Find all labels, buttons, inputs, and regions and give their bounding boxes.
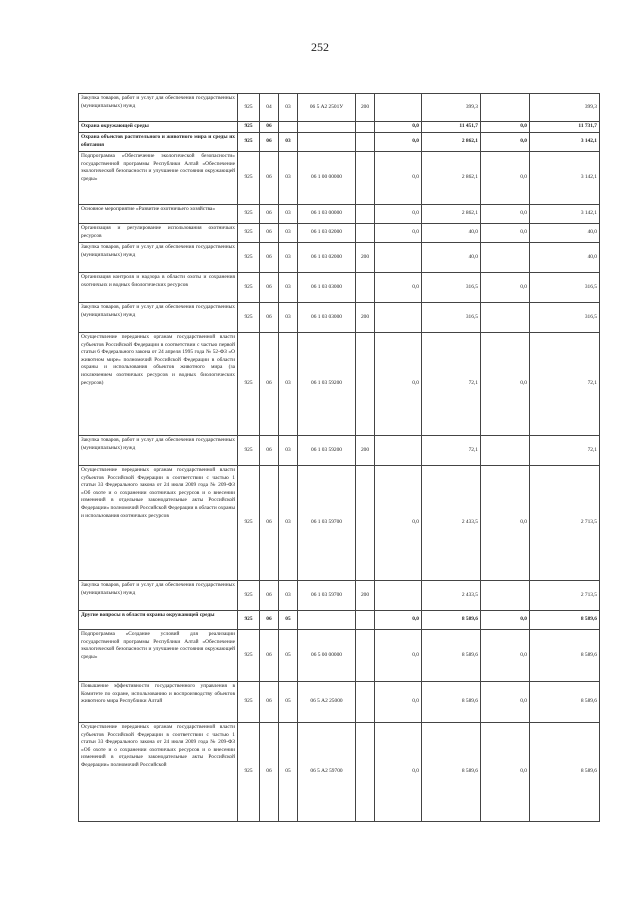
amount-cell-1: 0,0 bbox=[375, 224, 422, 243]
subsection-code-cell: 03 bbox=[279, 466, 298, 581]
section-code-cell: 06 bbox=[260, 581, 279, 611]
amount-cell-2: 72,1 bbox=[422, 333, 481, 436]
amount-cell-3: 0,0 bbox=[481, 611, 530, 630]
subsection-code-cell: 05 bbox=[279, 723, 298, 822]
target-article-cell: 06 1 03 03000 bbox=[298, 273, 356, 303]
grbs-code-cell: 925 bbox=[238, 581, 260, 611]
subsection-code-cell: 03 bbox=[279, 133, 298, 152]
subsection-code-cell: 03 bbox=[279, 243, 298, 273]
expense-type-cell bbox=[356, 133, 375, 152]
amount-cell-4: 8 589,6 bbox=[530, 630, 600, 682]
grbs-code-cell: 925 bbox=[238, 94, 260, 122]
section-code-cell: 06 bbox=[260, 152, 279, 205]
subsection-code-cell: 03 bbox=[279, 436, 298, 466]
amount-cell-1: 0,0 bbox=[375, 205, 422, 224]
grbs-code-cell: 925 bbox=[238, 243, 260, 273]
amount-cell-2: 316,5 bbox=[422, 273, 481, 303]
amount-cell-4: 316,5 bbox=[530, 273, 600, 303]
target-article-cell: 06 1 03 02000 bbox=[298, 224, 356, 243]
amount-cell-2: 2 433,5 bbox=[422, 466, 481, 581]
table-row bbox=[79, 630, 600, 682]
row-name-cell: Повышение эффективности государственного управления в Комитете по охране, использованию и воспроизводству объектов животного мира Республики Алтай bbox=[79, 682, 238, 723]
row-name-cell: Подпрограмма «Создание условий для реализации государственной программы Республики Алтай «Обеспечение экологической безопасности и улучшение состояния окружающей среды» bbox=[79, 630, 238, 682]
expense-type-cell: 200 bbox=[356, 303, 375, 333]
target-article-cell: 06 1 03 03000 bbox=[298, 303, 356, 333]
amount-cell-2: 72,1 bbox=[422, 436, 481, 466]
amount-cell-2: 8 589,6 bbox=[422, 682, 481, 723]
amount-cell-2: 2 433,5 bbox=[422, 581, 481, 611]
target-article-cell: 06 1 03 59700 bbox=[298, 466, 356, 581]
table-row bbox=[79, 243, 600, 273]
row-name-cell: Осуществление переданных органам государственной власти субъектов Российской Федерации в соответствии с частью 1 статьи 33 Федерального закона от 24 июля 2009 года № 209-ФЗ «Об охоте и о сохранении охотничьих ресурсов и о внесении изменений в отдельные законодательные акты Российской Федерации» полномочий Российской bbox=[79, 723, 238, 822]
amount-cell-4: 3 142,1 bbox=[530, 152, 600, 205]
section-code-cell: 06 bbox=[260, 723, 279, 822]
amount-cell-3: 0,0 bbox=[481, 224, 530, 243]
amount-cell-1: 0,0 bbox=[375, 466, 422, 581]
expense-type-cell bbox=[356, 273, 375, 303]
target-article-cell bbox=[298, 133, 356, 152]
amount-cell-1: 0,0 bbox=[375, 333, 422, 436]
amount-cell-2: 8 589,6 bbox=[422, 723, 481, 822]
expense-type-cell bbox=[356, 205, 375, 224]
amount-cell-3: 0,0 bbox=[481, 133, 530, 152]
amount-cell-3: 0,0 bbox=[481, 333, 530, 436]
amount-cell-3 bbox=[481, 436, 530, 466]
row-name-cell: Охрана окружающей среды bbox=[79, 122, 238, 133]
table-row bbox=[79, 94, 600, 122]
subsection-code-cell: 05 bbox=[279, 611, 298, 630]
row-name-cell: Закупка товаров, работ и услуг для обеспечения государственных (муниципальных) нужд bbox=[79, 581, 238, 611]
target-article-cell: 06 1 03 59200 bbox=[298, 333, 356, 436]
amount-cell-1 bbox=[375, 436, 422, 466]
table-row bbox=[79, 122, 600, 133]
subsection-code-cell: 03 bbox=[279, 152, 298, 205]
target-article-cell: 06 1 03 00000 bbox=[298, 205, 356, 224]
expense-type-cell bbox=[356, 723, 375, 822]
section-code-cell: 06 bbox=[260, 611, 279, 630]
subsection-code-cell: 03 bbox=[279, 224, 298, 243]
amount-cell-2: 399,3 bbox=[422, 94, 481, 122]
row-name-cell: Организация и регулирование использования охотничьих ресурсов bbox=[79, 224, 238, 243]
amount-cell-3: 0,0 bbox=[481, 630, 530, 682]
amount-cell-2: 2 862,1 bbox=[422, 133, 481, 152]
target-article-cell: 06 5 А2 2501У bbox=[298, 94, 356, 122]
expense-type-cell bbox=[356, 333, 375, 436]
target-article-cell: 06 5 00 00000 bbox=[298, 630, 356, 682]
target-article-cell bbox=[298, 122, 356, 133]
amount-cell-4: 11 731,7 bbox=[530, 122, 600, 133]
row-name-cell: Закупка товаров, работ и услуг для обеспечения государственных (муниципальных) нужд bbox=[79, 436, 238, 466]
subsection-code-cell: 03 bbox=[279, 94, 298, 122]
amount-cell-4: 40,0 bbox=[530, 224, 600, 243]
subsection-code-cell: 05 bbox=[279, 682, 298, 723]
row-name-cell: Организация контроля и надзора в области охоты и сохранения охотничьих и водных биологических ресурсов bbox=[79, 273, 238, 303]
amount-cell-3 bbox=[481, 94, 530, 122]
expense-type-cell: 200 bbox=[356, 243, 375, 273]
grbs-code-cell: 925 bbox=[238, 273, 260, 303]
table-row bbox=[79, 466, 600, 581]
table-row bbox=[79, 205, 600, 224]
subsection-code-cell: 03 bbox=[279, 333, 298, 436]
row-name-cell: Осуществление переданных органам государственной власти субъектов Российской Федерации в соответствии с частью первой статьи 6 Федерального закона от 24 апреля 1995 года № 52-ФЗ «О животном мире» полномочий Российской Федерации в области охраны и использования объектов животного мира (за исключением охотничьих ресурсов и водных биологических ресурсов) bbox=[79, 333, 238, 436]
subsection-code-cell bbox=[279, 122, 298, 133]
amount-cell-2: 2 862,1 bbox=[422, 205, 481, 224]
subsection-code-cell: 03 bbox=[279, 205, 298, 224]
expense-type-cell bbox=[356, 466, 375, 581]
table-row bbox=[79, 581, 600, 611]
amount-cell-3: 0,0 bbox=[481, 273, 530, 303]
section-code-cell: 06 bbox=[260, 224, 279, 243]
section-code-cell: 06 bbox=[260, 205, 279, 224]
amount-cell-3: 0,0 bbox=[481, 466, 530, 581]
page-number: 252 bbox=[311, 40, 329, 54]
expense-type-cell: 200 bbox=[356, 94, 375, 122]
grbs-code-cell: 925 bbox=[238, 630, 260, 682]
expense-type-cell: 200 bbox=[356, 436, 375, 466]
amount-cell-1: 0,0 bbox=[375, 630, 422, 682]
amount-cell-1: 0,0 bbox=[375, 723, 422, 822]
subsection-code-cell: 03 bbox=[279, 581, 298, 611]
section-code-cell: 06 bbox=[260, 303, 279, 333]
budget-table bbox=[78, 93, 600, 822]
grbs-code-cell: 925 bbox=[238, 224, 260, 243]
expense-type-cell bbox=[356, 122, 375, 133]
target-article-cell: 06 5 А2 59700 bbox=[298, 723, 356, 822]
grbs-code-cell: 925 bbox=[238, 436, 260, 466]
amount-cell-4: 8 589,6 bbox=[530, 611, 600, 630]
table-row bbox=[79, 273, 600, 303]
grbs-code-cell: 925 bbox=[238, 303, 260, 333]
amount-cell-1: 0,0 bbox=[375, 122, 422, 133]
amount-cell-1: 0,0 bbox=[375, 682, 422, 723]
amount-cell-1 bbox=[375, 243, 422, 273]
expense-type-cell bbox=[356, 224, 375, 243]
amount-cell-4: 72,1 bbox=[530, 436, 600, 466]
amount-cell-4: 8 589,6 bbox=[530, 723, 600, 822]
grbs-code-cell: 925 bbox=[238, 152, 260, 205]
section-code-cell: 06 bbox=[260, 333, 279, 436]
table-row bbox=[79, 303, 600, 333]
amount-cell-3: 0,0 bbox=[481, 205, 530, 224]
expense-type-cell bbox=[356, 630, 375, 682]
amount-cell-4: 3 142,1 bbox=[530, 205, 600, 224]
amount-cell-4: 8 589,6 bbox=[530, 682, 600, 723]
amount-cell-2: 40,0 bbox=[422, 224, 481, 243]
grbs-code-cell: 925 bbox=[238, 122, 260, 133]
target-article-cell: 06 5 А2 25000 bbox=[298, 682, 356, 723]
section-code-cell: 06 bbox=[260, 630, 279, 682]
amount-cell-3 bbox=[481, 243, 530, 273]
expense-type-cell: 200 bbox=[356, 581, 375, 611]
table-row bbox=[79, 224, 600, 243]
amount-cell-3: 0,0 bbox=[481, 122, 530, 133]
table-row bbox=[79, 682, 600, 723]
section-code-cell: 06 bbox=[260, 436, 279, 466]
row-name-cell: Подпрограмма «Обеспечение экологической безопасности» государственной программы Республики Алтай «Обеспечение экологической безопасности и улучшение состояния окружающей среды» bbox=[79, 152, 238, 205]
section-code-cell: 06 bbox=[260, 133, 279, 152]
amount-cell-2: 8 589,6 bbox=[422, 630, 481, 682]
expense-type-cell bbox=[356, 611, 375, 630]
grbs-code-cell: 925 bbox=[238, 611, 260, 630]
amount-cell-1 bbox=[375, 94, 422, 122]
amount-cell-2: 2 862,1 bbox=[422, 152, 481, 205]
amount-cell-4: 2 713,5 bbox=[530, 581, 600, 611]
row-name-cell: Охрана объектов растительного и животного мира и среды их обитания bbox=[79, 133, 238, 152]
target-article-cell: 06 1 00 00000 bbox=[298, 152, 356, 205]
amount-cell-4: 72,1 bbox=[530, 333, 600, 436]
amount-cell-1: 0,0 bbox=[375, 133, 422, 152]
table-row bbox=[79, 436, 600, 466]
amount-cell-3 bbox=[481, 303, 530, 333]
row-name-cell: Другие вопросы в области охраны окружающей среды bbox=[79, 611, 238, 630]
subsection-code-cell: 03 bbox=[279, 273, 298, 303]
amount-cell-4: 40,0 bbox=[530, 243, 600, 273]
amount-cell-2: 8 589,6 bbox=[422, 611, 481, 630]
grbs-code-cell: 925 bbox=[238, 466, 260, 581]
subsection-code-cell: 05 bbox=[279, 630, 298, 682]
amount-cell-1: 0,0 bbox=[375, 611, 422, 630]
row-name-cell: Основное мероприятие «Развитие охотничьего хозяйства» bbox=[79, 205, 238, 224]
grbs-code-cell: 925 bbox=[238, 682, 260, 723]
amount-cell-2: 40,0 bbox=[422, 243, 481, 273]
amount-cell-4: 399,3 bbox=[530, 94, 600, 122]
section-code-cell: 04 bbox=[260, 94, 279, 122]
amount-cell-1 bbox=[375, 303, 422, 333]
grbs-code-cell: 925 bbox=[238, 723, 260, 822]
row-name-cell: Закупка товаров, работ и услуг для обеспечения государственных (муниципальных) нужд bbox=[79, 94, 238, 122]
grbs-code-cell: 925 bbox=[238, 333, 260, 436]
amount-cell-3: 0,0 bbox=[481, 723, 530, 822]
expense-type-cell bbox=[356, 682, 375, 723]
amount-cell-4: 316,5 bbox=[530, 303, 600, 333]
amount-cell-1: 0,0 bbox=[375, 273, 422, 303]
amount-cell-1: 0,0 bbox=[375, 152, 422, 205]
expense-type-cell bbox=[356, 152, 375, 205]
target-article-cell: 06 1 03 59200 bbox=[298, 436, 356, 466]
row-name-cell: Закупка товаров, работ и услуг для обеспечения государственных (муниципальных) нужд bbox=[79, 303, 238, 333]
target-article-cell: 06 1 03 59700 bbox=[298, 581, 356, 611]
row-name-cell: Закупка товаров, работ и услуг для обеспечения государственных (муниципальных) нужд bbox=[79, 243, 238, 273]
section-code-cell: 06 bbox=[260, 122, 279, 133]
section-code-cell: 06 bbox=[260, 466, 279, 581]
amount-cell-4: 2 713,5 bbox=[530, 466, 600, 581]
amount-cell-3: 0,0 bbox=[481, 152, 530, 205]
amount-cell-2: 316,5 bbox=[422, 303, 481, 333]
amount-cell-2: 11 451,7 bbox=[422, 122, 481, 133]
table-row bbox=[79, 333, 600, 436]
target-article-cell bbox=[298, 611, 356, 630]
subsection-code-cell: 03 bbox=[279, 303, 298, 333]
grbs-code-cell: 925 bbox=[238, 133, 260, 152]
table-row bbox=[79, 723, 600, 822]
amount-cell-4: 3 142,1 bbox=[530, 133, 600, 152]
table-row bbox=[79, 133, 600, 152]
grbs-code-cell: 925 bbox=[238, 205, 260, 224]
section-code-cell: 06 bbox=[260, 273, 279, 303]
table-row bbox=[79, 152, 600, 205]
section-code-cell: 06 bbox=[260, 682, 279, 723]
table-row bbox=[79, 611, 600, 630]
amount-cell-3 bbox=[481, 581, 530, 611]
row-name-cell: Осуществление переданных органам государственной власти субъектов Российской Федерации в соответствии с частью 1 статьи 33 Федерального закона от 24 июля 2009 года № 209-ФЗ «Об охоте и о сохранении охотничьих ресурсов и о внесении изменений в отдельные законодательные акты Российской Федерации» полномочий Российской Федерации в области охраны и использования охотничьих ресурсов bbox=[79, 466, 238, 581]
amount-cell-3: 0,0 bbox=[481, 682, 530, 723]
target-article-cell: 06 1 03 02000 bbox=[298, 243, 356, 273]
section-code-cell: 06 bbox=[260, 243, 279, 273]
amount-cell-1 bbox=[375, 581, 422, 611]
